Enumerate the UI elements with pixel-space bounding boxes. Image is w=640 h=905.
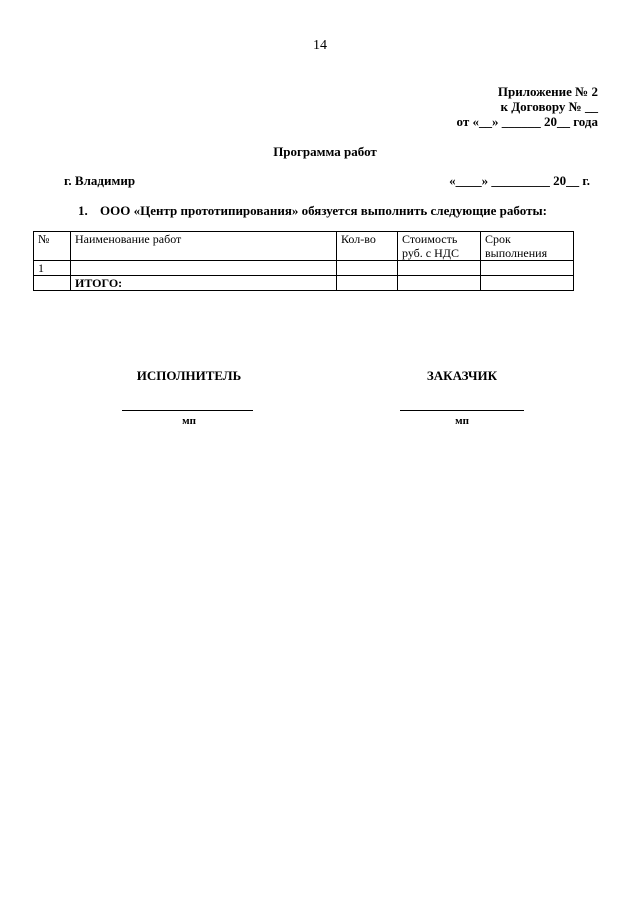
table-header-row bbox=[34, 232, 574, 261]
annex-header bbox=[457, 84, 599, 129]
table-row bbox=[34, 261, 574, 276]
table-total-row bbox=[34, 276, 574, 291]
annex-contract: к Договору № __ bbox=[500, 99, 598, 114]
executor-signature-line bbox=[122, 410, 253, 411]
works-table bbox=[33, 231, 574, 291]
header-number: № bbox=[34, 232, 71, 261]
cell-total-label: ИТОГО: bbox=[71, 276, 337, 291]
clause-text: ООО «Центр прототипирования» обязуется выполнить следующие работы: bbox=[100, 203, 547, 218]
cell-quantity bbox=[337, 276, 398, 291]
cell-number: 1 bbox=[34, 261, 71, 276]
annex-title: Приложение № 2 bbox=[497, 84, 598, 99]
clause-number: 1. bbox=[78, 203, 88, 218]
executor-stamp: мп bbox=[182, 415, 196, 427]
header-work-name: Наименование работ bbox=[71, 232, 337, 261]
document-title: Программа работ bbox=[273, 144, 377, 159]
cell-cost bbox=[398, 261, 481, 276]
customer-signature-line bbox=[400, 410, 524, 411]
header-quantity: Кол-во bbox=[337, 232, 398, 261]
cell-cost bbox=[398, 276, 481, 291]
header-deadline: Срок выполнения bbox=[481, 232, 574, 261]
page-number: 14 bbox=[313, 38, 327, 53]
city: г. Владимир bbox=[64, 173, 136, 188]
executor-label: ИСПОЛНИТЕЛЬ bbox=[136, 368, 242, 383]
cell-work-name bbox=[71, 261, 337, 276]
header-cost: Стоимость руб. с НДС bbox=[398, 232, 481, 261]
cell-deadline bbox=[481, 276, 574, 291]
customer-stamp: мп bbox=[455, 415, 469, 427]
cell-deadline bbox=[481, 261, 574, 276]
cell-quantity bbox=[337, 261, 398, 276]
document-date: «____» _________ 20__ г. bbox=[449, 173, 590, 188]
customer-label: ЗАКАЗЧИК bbox=[426, 368, 498, 383]
cell-number bbox=[34, 276, 71, 291]
clause-1 bbox=[78, 203, 547, 219]
annex-date: от «__» ______ 20__ года bbox=[456, 114, 598, 129]
